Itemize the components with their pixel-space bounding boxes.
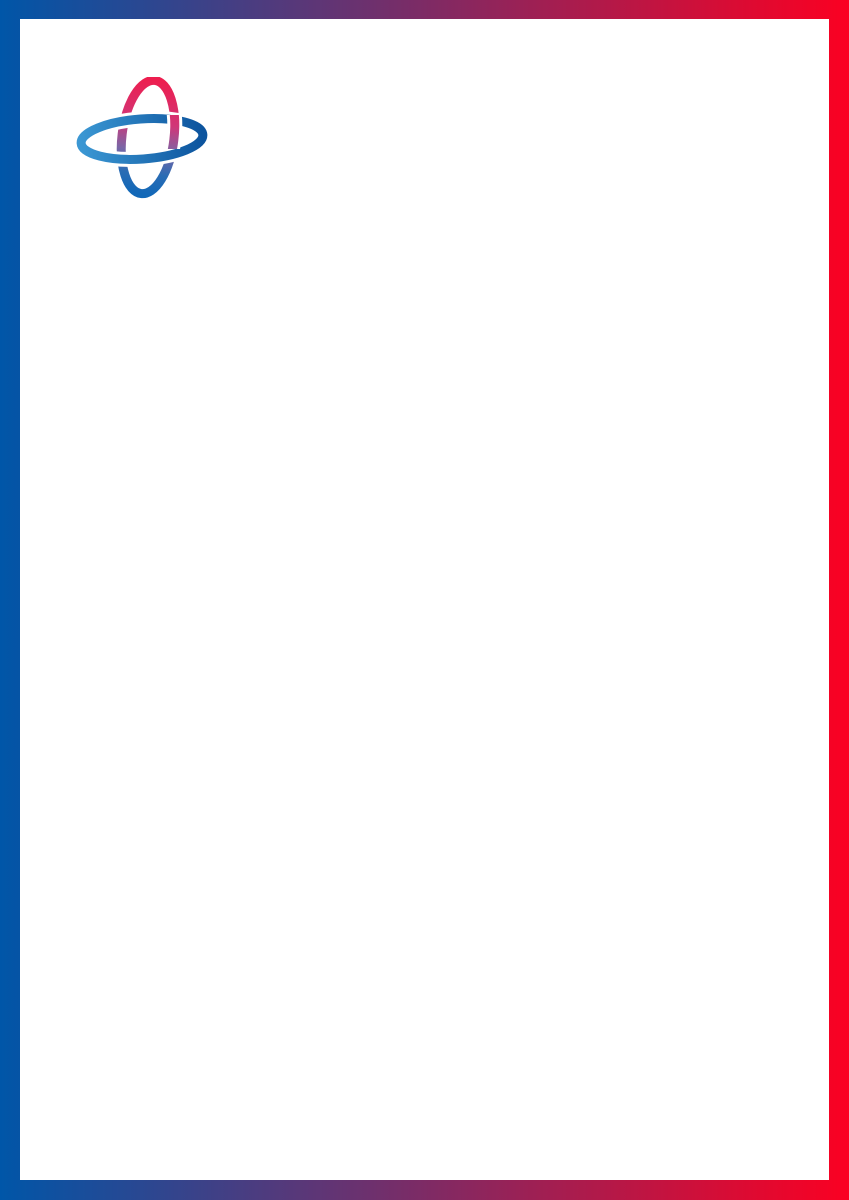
qr-code (650, 1016, 778, 1144)
conference-title (0, 243, 849, 544)
confirmation-line (0, 1126, 849, 1183)
guap-atom-logo-icon (72, 77, 208, 201)
